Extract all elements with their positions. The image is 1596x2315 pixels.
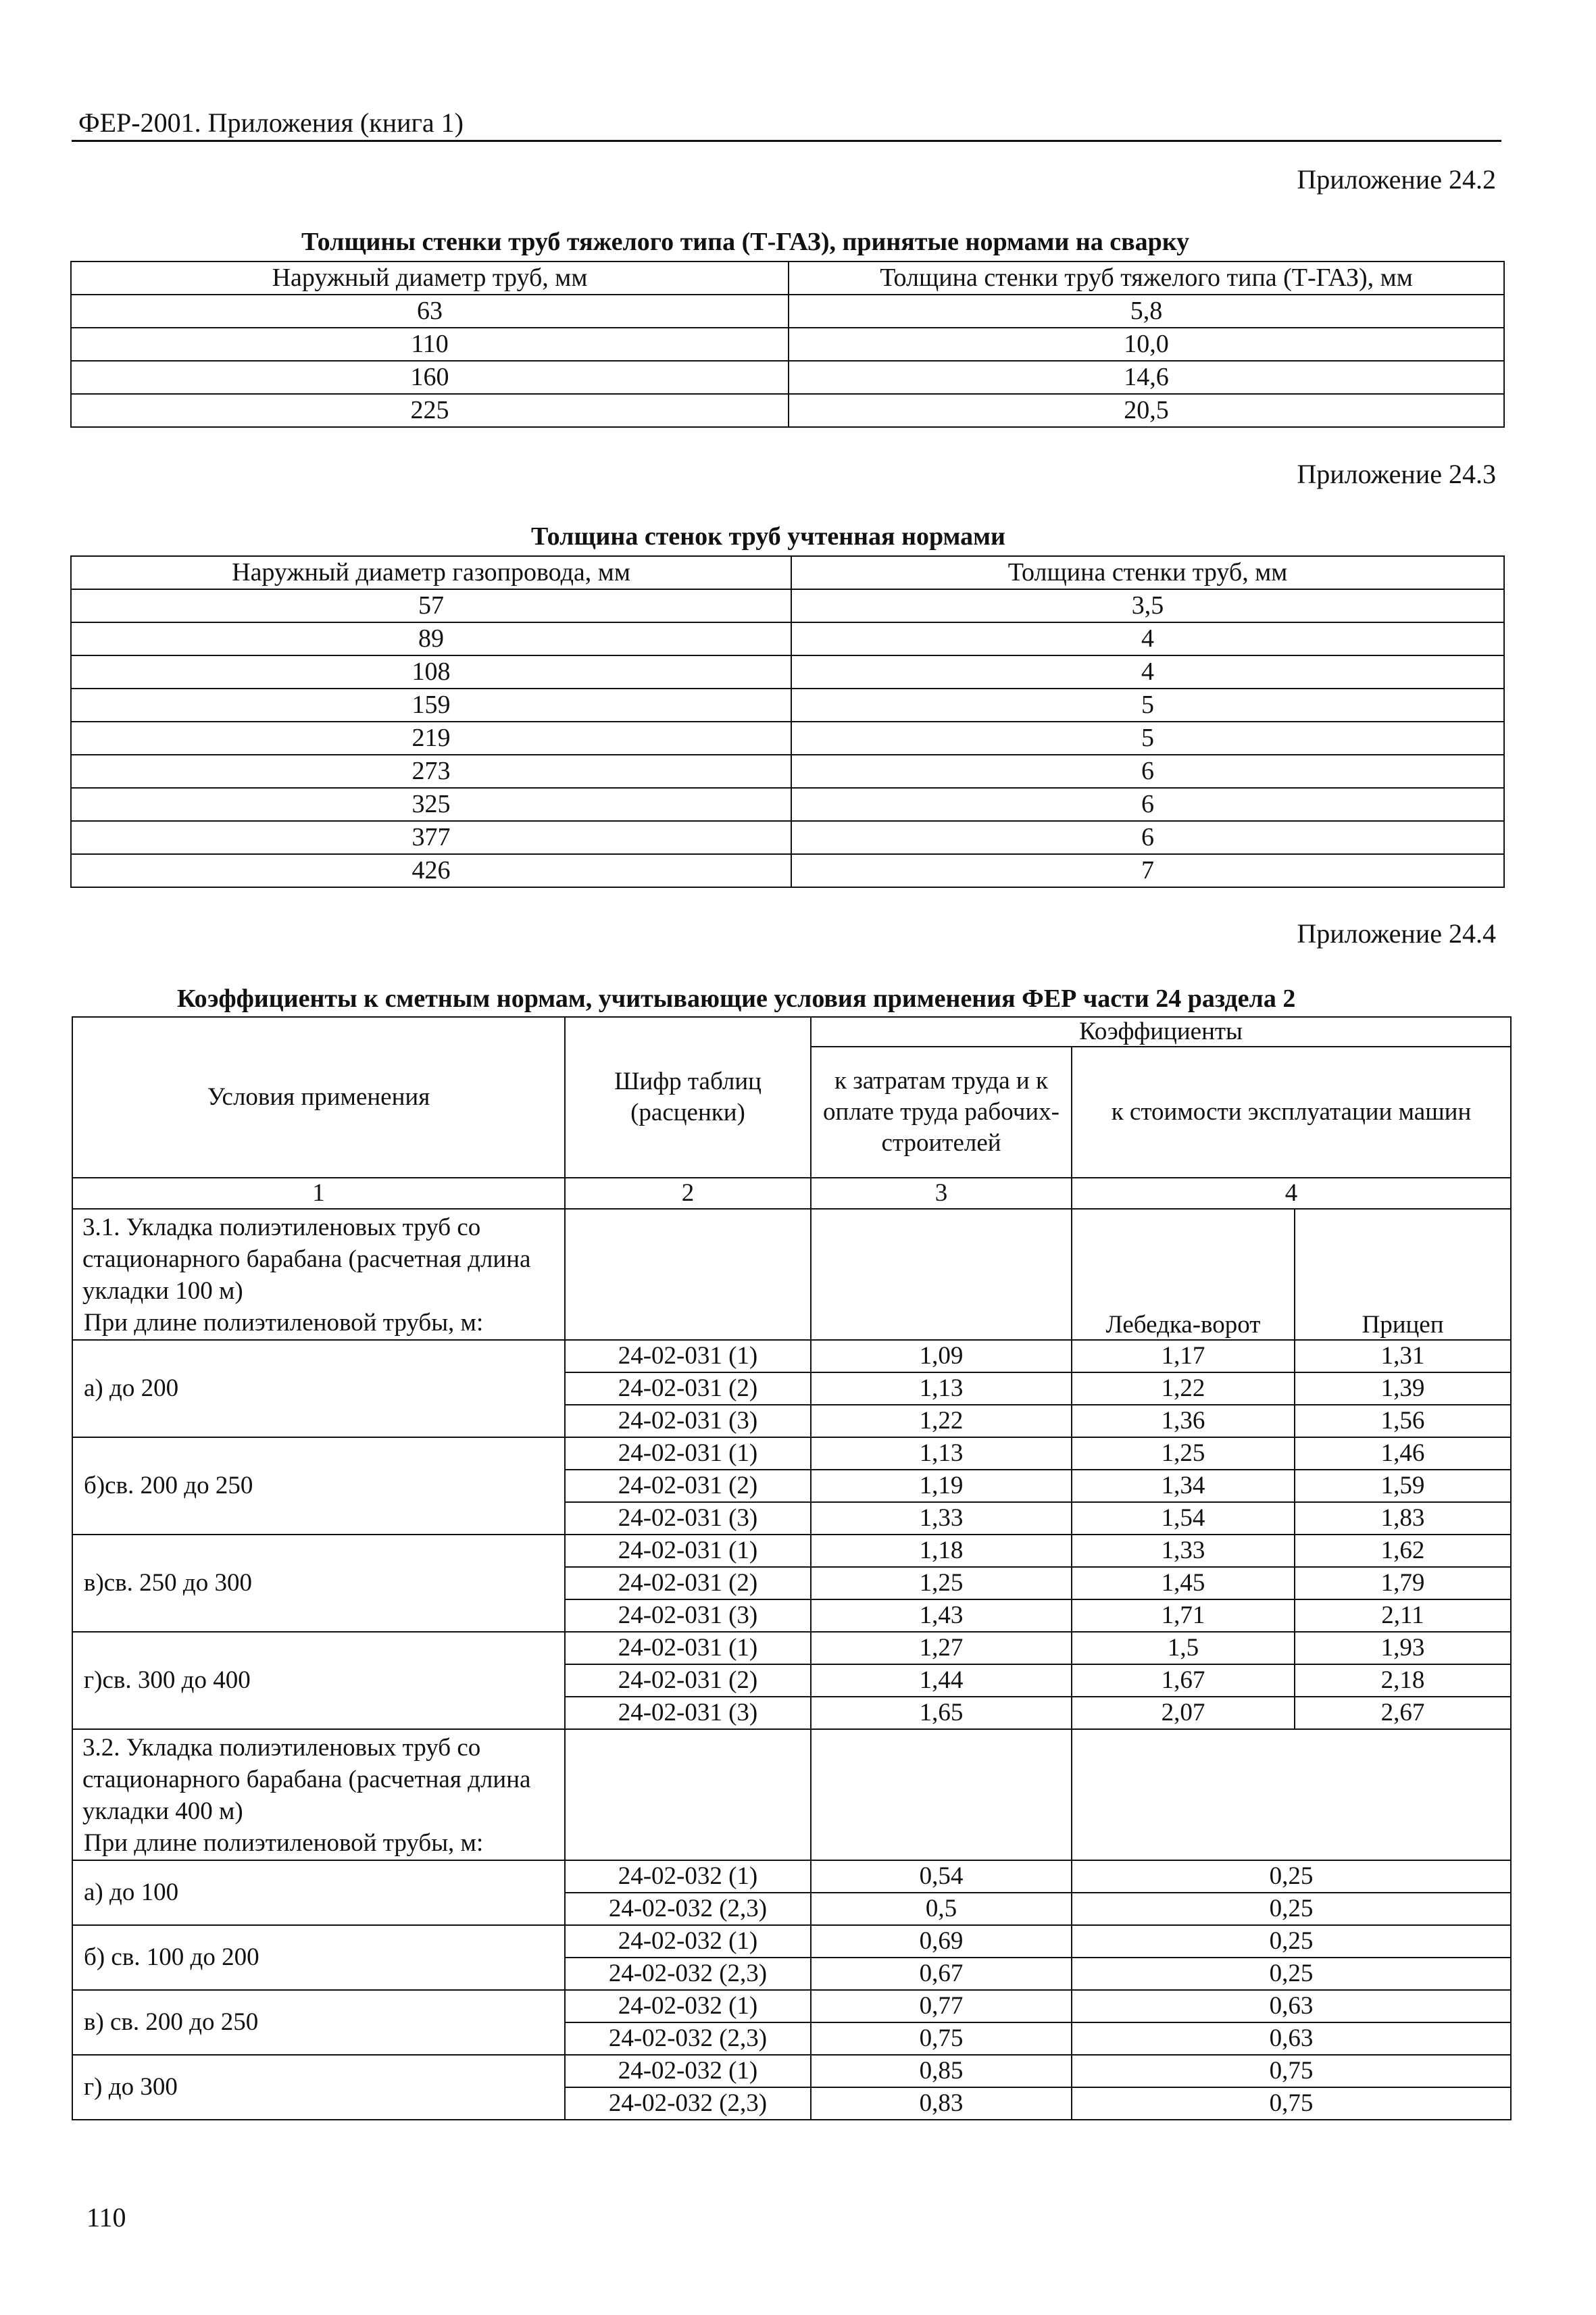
- trailer-cell: 2,11: [1295, 1599, 1511, 1632]
- table-cell: [565, 1729, 811, 1828]
- table-row: [71, 622, 1504, 655]
- code-cell: 24-02-032 (1): [565, 1990, 811, 2022]
- table-title-24-2: Толщины стенки труб тяжелого типа (Т-ГАЗ), принятые нормами на сварку: [301, 228, 1190, 256]
- table-row: [72, 1437, 1511, 1470]
- table-title-24-4: Коэффициенты к сметным нормам, учитывающие условия применения ФЕР части 24 раздела 2: [177, 985, 1296, 1013]
- section-title: 3.1. Укладка полиэтиленовых труб со стационарного барабана (расчетная длина укладки 100 м): [72, 1209, 565, 1308]
- group-label: в)св. 250 до 300: [72, 1535, 565, 1632]
- table-row: [71, 821, 1504, 854]
- labor-cell: 0,67: [811, 1958, 1072, 1990]
- trailer-cell: 1,83: [1295, 1502, 1511, 1535]
- table-row: [71, 361, 1504, 394]
- labor-cell: 1,25: [811, 1567, 1072, 1599]
- winch-cell: 1,33: [1072, 1535, 1295, 1567]
- table-cell: 108: [71, 655, 791, 689]
- winch-cell: 1,71: [1072, 1599, 1295, 1632]
- machines-cell: 0,75: [1072, 2055, 1511, 2087]
- table-cell: [565, 1828, 811, 1860]
- machines-cell: 0,63: [1072, 1990, 1511, 2022]
- column-number: 3: [811, 1178, 1072, 1209]
- labor-cell: 0,83: [811, 2087, 1072, 2120]
- section-row: [72, 1209, 1511, 1308]
- table-cell: [1072, 1209, 1295, 1308]
- table-row: [72, 1340, 1511, 1372]
- trailer-cell: 2,67: [1295, 1697, 1511, 1729]
- code-cell: 24-02-032 (2,3): [565, 1958, 811, 1990]
- winch-cell: 1,17: [1072, 1340, 1295, 1372]
- winch-cell: 1,34: [1072, 1470, 1295, 1502]
- group-label: а) до 200: [72, 1340, 565, 1437]
- table-row: [72, 2055, 1511, 2087]
- section-title: 3.2. Укладка полиэтиленовых труб со стационарного барабана (расчетная длина укладки 400 м): [72, 1729, 565, 1828]
- table-cell: 4: [791, 655, 1504, 689]
- code-cell: 24-02-031 (1): [565, 1632, 811, 1664]
- labor-cell: 1,44: [811, 1664, 1072, 1697]
- table-row: [72, 1632, 1511, 1664]
- code-cell: 24-02-031 (2): [565, 1470, 811, 1502]
- running-header: ФЕР-2001. Приложения (книга 1): [78, 107, 464, 138]
- column-number-row: [72, 1178, 1511, 1209]
- table-cell: [811, 1209, 1072, 1308]
- table-cell: 5: [791, 722, 1504, 755]
- table-header-row: [71, 556, 1504, 589]
- labor-cell: 0,75: [811, 2022, 1072, 2055]
- table-row: [71, 328, 1504, 361]
- labor-cell: 1,27: [811, 1632, 1072, 1664]
- table-row: [71, 788, 1504, 821]
- trailer-cell: 2,18: [1295, 1664, 1511, 1697]
- code-cell: 24-02-031 (3): [565, 1502, 811, 1535]
- table-24-4: [72, 1016, 1512, 2120]
- table-cell: [565, 1209, 811, 1308]
- labor-cell: 0,54: [811, 1860, 1072, 1893]
- table-cell: [1295, 1209, 1511, 1308]
- labor-cell: 1,65: [811, 1697, 1072, 1729]
- trailer-header: Прицеп: [1295, 1308, 1511, 1340]
- winch-cell: 2,07: [1072, 1697, 1295, 1729]
- table-row: [71, 722, 1504, 755]
- table-row: [72, 1925, 1511, 1958]
- code-cell: 24-02-031 (3): [565, 1599, 811, 1632]
- table-cell: [1072, 1828, 1511, 1860]
- table-cell: [1072, 1729, 1511, 1828]
- table-cell: 57: [71, 589, 791, 622]
- column-header: Наружный диаметр газопровода, мм: [71, 556, 791, 589]
- appendix-label-24-4: Приложение 24.4: [1297, 918, 1496, 949]
- table-24-3: [70, 555, 1505, 888]
- winch-cell: 1,5: [1072, 1632, 1295, 1664]
- labor-cell: 1,19: [811, 1470, 1072, 1502]
- table-24-2: [70, 261, 1505, 428]
- trailer-cell: 1,31: [1295, 1340, 1511, 1372]
- table-cell: 6: [791, 755, 1504, 788]
- table-cell: 7: [791, 854, 1504, 887]
- labor-cell: 1,22: [811, 1405, 1072, 1437]
- table-cell: [811, 1308, 1072, 1340]
- labor-cell: 0,85: [811, 2055, 1072, 2087]
- header-rule: [72, 140, 1501, 142]
- table-cell: 5,8: [789, 295, 1504, 328]
- table-cell: 6: [791, 821, 1504, 854]
- length-note: При длине полиэтиленовой трубы, м:: [72, 1308, 565, 1340]
- trailer-cell: 1,56: [1295, 1405, 1511, 1437]
- section-row: [72, 1729, 1511, 1828]
- code-cell: 24-02-032 (2,3): [565, 2087, 811, 2120]
- winch-cell: 1,25: [1072, 1437, 1295, 1470]
- table-row: [71, 655, 1504, 689]
- table-cell: 14,6: [789, 361, 1504, 394]
- table-cell: 273: [71, 755, 791, 788]
- labor-cell: 0,69: [811, 1925, 1072, 1958]
- column-header: Наружный диаметр труб, мм: [71, 262, 789, 295]
- column-header: Шифр таблиц (расценки): [565, 1017, 811, 1178]
- trailer-cell: 1,46: [1295, 1437, 1511, 1470]
- table-cell: 6: [791, 788, 1504, 821]
- table-cell: 377: [71, 821, 791, 854]
- table-cell: [811, 1729, 1072, 1828]
- table-cell: 225: [71, 394, 789, 427]
- code-cell: 24-02-031 (3): [565, 1697, 811, 1729]
- column-number: 2: [565, 1178, 811, 1209]
- code-cell: 24-02-032 (2,3): [565, 2022, 811, 2055]
- trailer-cell: 1,93: [1295, 1632, 1511, 1664]
- winch-cell: 1,67: [1072, 1664, 1295, 1697]
- table-cell: 219: [71, 722, 791, 755]
- table-row: [71, 854, 1504, 887]
- table-cell: 426: [71, 854, 791, 887]
- table-cell: 159: [71, 689, 791, 722]
- group-label: г) до 300: [72, 2055, 565, 2120]
- machines-cell: 0,25: [1072, 1958, 1511, 1990]
- section-subheader-row: [72, 1828, 1511, 1860]
- table-row: [72, 1535, 1511, 1567]
- table-cell: [565, 1308, 811, 1340]
- table-header-row: [72, 1017, 1511, 1047]
- machines-cell: 0,25: [1072, 1860, 1511, 1893]
- table-cell: 63: [71, 295, 789, 328]
- table-cell: [811, 1828, 1072, 1860]
- table-cell: 89: [71, 622, 791, 655]
- labor-cell: 1,13: [811, 1437, 1072, 1470]
- column-header: Условия применения: [72, 1017, 565, 1178]
- group-label: б) св. 100 до 200: [72, 1925, 565, 1990]
- labor-cell: 1,09: [811, 1340, 1072, 1372]
- table-cell: 20,5: [789, 394, 1504, 427]
- winch-cell: 1,22: [1072, 1372, 1295, 1405]
- code-cell: 24-02-032 (2,3): [565, 1893, 811, 1925]
- table-header-row: [71, 262, 1504, 295]
- table-cell: 5: [791, 689, 1504, 722]
- table-row: [72, 1990, 1511, 2022]
- column-header: к стоимости эксплуатации машин: [1072, 1047, 1511, 1178]
- length-note: При длине полиэтиленовой трубы, м:: [72, 1828, 565, 1860]
- table-row: [71, 589, 1504, 622]
- table-cell: 160: [71, 361, 789, 394]
- labor-cell: 1,13: [811, 1372, 1072, 1405]
- trailer-cell: 1,79: [1295, 1567, 1511, 1599]
- column-header: к затратам труда и к оплате труда рабочих-строителей: [811, 1047, 1072, 1178]
- machines-cell: 0,63: [1072, 2022, 1511, 2055]
- labor-cell: 1,43: [811, 1599, 1072, 1632]
- group-label: г)св. 300 до 400: [72, 1632, 565, 1729]
- labor-cell: 1,33: [811, 1502, 1072, 1535]
- code-cell: 24-02-031 (2): [565, 1567, 811, 1599]
- code-cell: 24-02-031 (2): [565, 1372, 811, 1405]
- table-title-24-3: Толщина стенок труб учтенная нормами: [531, 522, 1005, 551]
- appendix-label-24-3: Приложение 24.3: [1297, 459, 1496, 489]
- winch-cell: 1,36: [1072, 1405, 1295, 1437]
- code-cell: 24-02-031 (2): [565, 1664, 811, 1697]
- winch-header: Лебедка-ворот: [1072, 1308, 1295, 1340]
- code-cell: 24-02-032 (1): [565, 2055, 811, 2087]
- table-cell: 4: [791, 622, 1504, 655]
- trailer-cell: 1,59: [1295, 1470, 1511, 1502]
- column-header: Толщина стенки труб, мм: [791, 556, 1504, 589]
- group-label: в) св. 200 до 250: [72, 1990, 565, 2055]
- section-subheader-row: [72, 1308, 1511, 1340]
- code-cell: 24-02-031 (1): [565, 1340, 811, 1372]
- code-cell: 24-02-031 (3): [565, 1405, 811, 1437]
- machines-cell: 0,25: [1072, 1893, 1511, 1925]
- trailer-cell: 1,39: [1295, 1372, 1511, 1405]
- table-row: [71, 295, 1504, 328]
- column-number: 4: [1072, 1178, 1511, 1209]
- code-cell: 24-02-032 (1): [565, 1925, 811, 1958]
- winch-cell: 1,45: [1072, 1567, 1295, 1599]
- table-row: [71, 689, 1504, 722]
- trailer-cell: 1,62: [1295, 1535, 1511, 1567]
- column-header: Толщина стенки труб тяжелого типа (Т-ГАЗ), мм: [789, 262, 1504, 295]
- machines-cell: 0,75: [1072, 2087, 1511, 2120]
- appendix-label-24-2: Приложение 24.2: [1297, 164, 1496, 195]
- table-cell: 110: [71, 328, 789, 361]
- table-row: [72, 1860, 1511, 1893]
- table-row: [71, 394, 1504, 427]
- winch-cell: 1,54: [1072, 1502, 1295, 1535]
- group-label: б)св. 200 до 250: [72, 1437, 565, 1535]
- table-cell: 10,0: [789, 328, 1504, 361]
- table-row: [71, 755, 1504, 788]
- table-cell: 325: [71, 788, 791, 821]
- labor-cell: 0,5: [811, 1893, 1072, 1925]
- column-header: Коэффициенты: [811, 1017, 1511, 1047]
- table-cell: 3,5: [791, 589, 1504, 622]
- code-cell: 24-02-031 (1): [565, 1535, 811, 1567]
- labor-cell: 1,18: [811, 1535, 1072, 1567]
- code-cell: 24-02-031 (1): [565, 1437, 811, 1470]
- page-number: 110: [86, 2202, 126, 2233]
- machines-cell: 0,25: [1072, 1925, 1511, 1958]
- labor-cell: 0,77: [811, 1990, 1072, 2022]
- code-cell: 24-02-032 (1): [565, 1860, 811, 1893]
- column-number: 1: [72, 1178, 565, 1209]
- group-label: а) до 100: [72, 1860, 565, 1925]
